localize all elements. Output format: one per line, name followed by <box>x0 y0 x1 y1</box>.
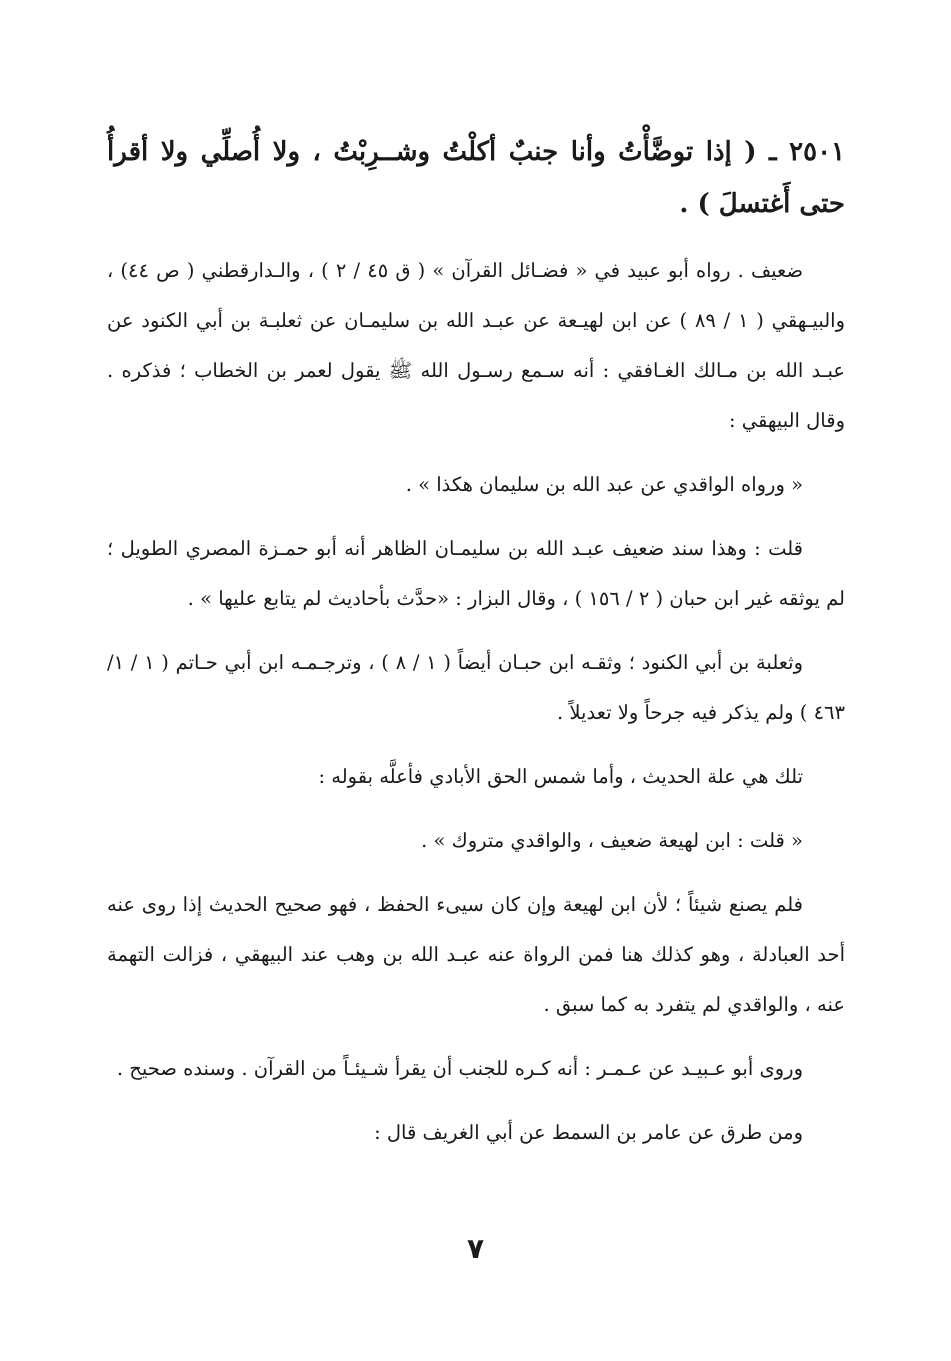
paragraph-amir: ومن طرق عن عامر بن السمط عن أبي الغريف قال : <box>374 1121 803 1144</box>
paragraph-thalaba: وثعلبة بن أبي الكنود ؛ وثقـه ابن حبـان أيضاً ( ١ / ٨ ) ، وترجـمـه ابن أبي حـاتم ( ١ / ١/ ٤٦٣ ) ولم يذكر فيه جرحاً ولا تعديلاً . <box>107 651 845 724</box>
quote-abadi: « قلت : ابن لهيعة ضعيف ، والواقدي متروك » . <box>421 829 803 852</box>
hadith-heading: ٢٥٠١ ـ ( إذا توضَّأْتُ وأنا جنبٌ أكلْتُ وشــرِبْتُ ، ولا أُصلِّي ولا أقرأُ حتى أَغتسلَ ) . <box>107 137 845 219</box>
quote-bayhaqi: « ورواه الواقدي عن عبد الله بن سليمان هكذا » . <box>405 473 803 496</box>
paragraph-sanad: قلت : وهذا سند ضعيف عبـد الله بن سليمـان الظاهر أنه أبو حمـزة المصري الطويل ؛ لم يوثقه غير ابن حبان ( ٢ / ١٥٦ ) ، وقال البزار : «حدَّث بأحاديث لم يتابع عليها » . <box>107 537 845 610</box>
page-content <box>107 126 845 1172</box>
page-number: ٧ <box>466 1232 485 1265</box>
paragraph-ibn-lahia: فلم يصنع شيئاً ؛ لأن ابن لهيعة وإن كان سيىء الحفظ ، فهو صحيح الحديث إذا روى عنه أحد العبادلة ، وهو كذلك هنا فمن الرواة عنه عبـد الله بن وهب عند البيهقي ، فزالت التهمة عنه ، والواقدي لم يتفرد به كما سبق . <box>107 893 845 1016</box>
paragraph-illa: تلك هي علة الحديث ، وأما شمس الحق الأبادي فأعلَّه بقوله : <box>318 765 803 788</box>
paragraph-abu-ubaid: وروى أبو عـبيـد عن عـمـر : أنه كـره للجنب أن يقرأ شـيئـاً من القرآن . وسنده صحيح . <box>116 1057 803 1080</box>
paragraph-takhrij: ضعيف . رواه أبو عبيد في « فضـائل القرآن » ( ق ٤٥ / ٢ ) ، والـدارقطني ( ص ٤٤) ، والبيـهقي ( ١ / ٨٩ ) عن ابن لهيـعة عن عبـد الله بن سليمـان عن ثعلبـة بن أبي الكنود عن عبـد الله بن مـالك الغـافقي : أنه سـمع رسـول الله ﷺ يقول لعمر بن الخطاب ؛ فذكره . وقال البيهقي : <box>107 259 846 432</box>
